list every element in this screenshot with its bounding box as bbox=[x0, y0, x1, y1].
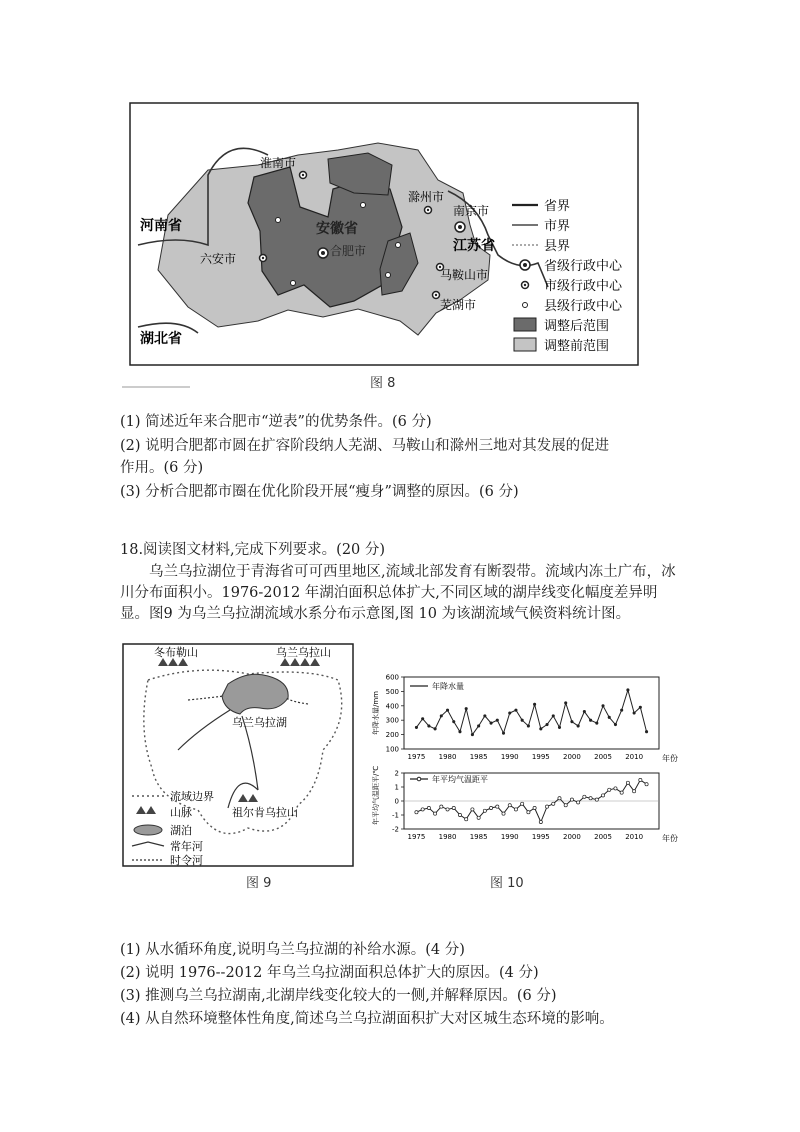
precip-point bbox=[589, 719, 591, 721]
legend-perennial-river: 常年河 bbox=[170, 840, 203, 853]
precip-ytick-label: 500 bbox=[385, 687, 399, 696]
q18-body: 乌兰乌拉湖位于青海省可可西里地区,流域北部发育有断裂带。流域内冻土广布，冰川分布面积小。1976-2012 年湖泊面积总体扩大,不同区域的湖岸线变化幅度差异明显。图9 为乌兰乌拉湖流域水系分布示意图,图 10 为该湖流域气候资料统计图。 bbox=[120, 564, 676, 622]
temp-point bbox=[527, 811, 530, 814]
temp-point bbox=[545, 805, 548, 808]
temp-point bbox=[608, 788, 611, 791]
precip-point bbox=[608, 716, 610, 718]
temp-point bbox=[583, 795, 586, 798]
legend-seasonal-river: 时令河 bbox=[170, 854, 203, 867]
precip-point bbox=[639, 706, 641, 708]
precip-xtick-label: 1995 bbox=[531, 753, 550, 761]
precip-point bbox=[533, 703, 535, 705]
temp-point bbox=[633, 790, 636, 793]
precip-point bbox=[583, 710, 585, 712]
temp-point bbox=[577, 801, 580, 804]
precip-point bbox=[471, 733, 473, 735]
precip-point bbox=[446, 709, 448, 711]
temp-point bbox=[614, 787, 617, 790]
temp-xtick-label: 1990 bbox=[500, 833, 519, 841]
legend-county-center: 县级行政中心 bbox=[544, 299, 623, 314]
precip-point bbox=[546, 723, 548, 725]
label-chuzhou: 滁州市 bbox=[408, 190, 445, 204]
precip-xtick-label: 1985 bbox=[469, 753, 488, 761]
precip-point bbox=[421, 718, 423, 720]
temp-xtick-label: 1985 bbox=[469, 833, 488, 841]
precip-point bbox=[509, 712, 511, 714]
precip-point bbox=[540, 728, 542, 730]
temp-point bbox=[552, 802, 555, 805]
precip-point bbox=[645, 731, 647, 733]
temp-point bbox=[639, 778, 642, 781]
precip-ytick-label: 200 bbox=[385, 731, 399, 740]
temp-point bbox=[458, 813, 461, 816]
precip-ylabel: 年降水量/mm bbox=[372, 691, 380, 735]
temp-point bbox=[564, 804, 567, 807]
figure-9-caption: 图 9 bbox=[246, 876, 272, 891]
precip-legend: 年降水量 bbox=[432, 682, 464, 691]
temp-xtick-label: 2010 bbox=[625, 833, 644, 841]
label-wuhu: 芜湖市 bbox=[440, 298, 477, 312]
label-henan: 河南省 bbox=[140, 218, 182, 234]
figure-9-map bbox=[118, 640, 363, 890]
temp-point bbox=[440, 805, 443, 808]
legend-city: 市界 bbox=[544, 219, 571, 234]
temp-point bbox=[626, 781, 629, 784]
temp-point bbox=[452, 806, 455, 809]
temp-ytick-label: 1 bbox=[394, 783, 399, 792]
precip-point bbox=[428, 725, 430, 727]
precip-xtick-label: 2005 bbox=[594, 753, 612, 761]
precip-point bbox=[521, 719, 523, 721]
precip-point bbox=[434, 728, 436, 730]
figure-8 bbox=[118, 95, 650, 395]
legend-before: 调整前范围 bbox=[544, 339, 610, 354]
precip-point bbox=[490, 722, 492, 724]
legend-boundary: 流域边界 bbox=[170, 790, 214, 803]
precip-point bbox=[633, 712, 635, 714]
temp-ytick-label: -2 bbox=[392, 825, 399, 834]
temp-point bbox=[489, 806, 492, 809]
precip-point bbox=[627, 689, 629, 691]
temp-point bbox=[645, 783, 648, 786]
temp-xunit: 年份 bbox=[662, 834, 678, 843]
q18-item-1: (1) 从水循环角度,说明乌兰乌拉湖的补给水源。(4 分) bbox=[120, 942, 465, 958]
precip-point bbox=[614, 723, 616, 725]
temp-point bbox=[539, 820, 542, 823]
figure-9 bbox=[118, 640, 363, 890]
temp-xtick-label: 1980 bbox=[438, 833, 457, 841]
temp-xtick-label: 1995 bbox=[531, 833, 550, 841]
precip-point bbox=[596, 722, 598, 724]
precip-point bbox=[465, 707, 467, 709]
precip-xtick-label: 2010 bbox=[625, 753, 644, 761]
q17-item-3: (3) 分析合肥都市圈在优化阶段开展“瘦身”调整的原因。(6 分) bbox=[120, 484, 519, 500]
temp-xtick-label: 1975 bbox=[407, 833, 426, 841]
temp-legend: 年平均气温距平 bbox=[432, 775, 488, 784]
precip-point bbox=[527, 725, 529, 727]
temp-point bbox=[471, 808, 474, 811]
legend-lake: 湖泊 bbox=[170, 824, 192, 837]
figure-8-caption: 图 8 bbox=[370, 376, 396, 391]
precip-ytick-label: 300 bbox=[385, 716, 399, 725]
precip-point bbox=[577, 725, 579, 727]
precip-point bbox=[496, 719, 498, 721]
precip-point bbox=[502, 732, 504, 734]
precip-point bbox=[558, 726, 560, 728]
temp-point bbox=[446, 808, 449, 811]
figure-8-map bbox=[118, 95, 650, 395]
figure-10 bbox=[370, 665, 685, 890]
precip-point bbox=[484, 715, 486, 717]
precip-point bbox=[620, 709, 622, 711]
precip-point bbox=[515, 709, 517, 711]
temp-point bbox=[595, 798, 598, 801]
precip-xtick-label: 2000 bbox=[563, 753, 581, 761]
temp-point bbox=[427, 806, 430, 809]
q17-item-2: (2) 说明合肥都市圆在扩容阶段纳人芜湖、马鞍山和滁州三地对其发展的促进 bbox=[120, 438, 610, 454]
label-anhui: 安徽省 bbox=[316, 221, 358, 237]
q18-item-2: (2) 说明 1976--2012 年乌兰乌拉湖面积总体扩大的原因。(4 分) bbox=[120, 965, 539, 981]
temp-point bbox=[570, 798, 573, 801]
temp-point bbox=[533, 806, 536, 809]
temp-point bbox=[433, 812, 436, 815]
legend-city-center: 市级行政中心 bbox=[544, 279, 623, 294]
q17-item-2-cont: 作用。(6 分) bbox=[120, 460, 204, 476]
temp-ytick-label: 0 bbox=[394, 797, 399, 806]
temp-xtick-label: 2000 bbox=[563, 833, 581, 841]
q18-item-4: (4) 从自然环境整体性角度,简述乌兰乌拉湖面积扩大对区城生态环境的影响。 bbox=[120, 1011, 614, 1027]
label-hubei: 湖北省 bbox=[140, 331, 182, 347]
legend-mountain: 山脉 bbox=[170, 806, 192, 819]
figure-10-charts bbox=[370, 665, 685, 865]
temp-point bbox=[514, 808, 517, 811]
label-jiangsu: 江苏省 bbox=[453, 238, 495, 254]
label-luan: 六安市 bbox=[200, 252, 237, 266]
legend-province: 省界 bbox=[544, 199, 571, 214]
temp-point bbox=[483, 809, 486, 812]
temp-point bbox=[415, 811, 418, 814]
temp-ylabel: 年平均气温距平/℃ bbox=[372, 765, 380, 825]
precip-xtick-label: 1980 bbox=[438, 753, 457, 761]
label-hefei: 合肥市 bbox=[330, 244, 367, 258]
temp-point bbox=[558, 797, 561, 800]
precip-point bbox=[552, 715, 554, 717]
precip-xunit: 年份 bbox=[662, 754, 678, 763]
temp-point bbox=[496, 805, 499, 808]
precip-ytick-label: 100 bbox=[385, 745, 399, 754]
label-dongbu: 冬布勒山 bbox=[154, 646, 198, 659]
temp-point bbox=[477, 816, 480, 819]
precip-ytick-label: 400 bbox=[385, 702, 399, 711]
precip-series-line bbox=[416, 690, 646, 735]
precip-point bbox=[453, 720, 455, 722]
precip-point bbox=[477, 725, 479, 727]
label-wulan-mtn: 乌兰乌拉山 bbox=[276, 646, 331, 659]
precip-xtick-label: 1990 bbox=[500, 753, 519, 761]
temp-point bbox=[601, 794, 604, 797]
temp-xtick-label: 2005 bbox=[594, 833, 612, 841]
label-maanshan: 马鞍山市 bbox=[440, 268, 489, 282]
temp-point bbox=[421, 808, 424, 811]
label-lake: 乌兰乌拉湖 bbox=[232, 716, 287, 729]
precip-point bbox=[602, 705, 604, 707]
legend-province-center: 省级行政中心 bbox=[544, 259, 623, 274]
precip-point bbox=[571, 720, 573, 722]
precip-point bbox=[565, 702, 567, 704]
q18-item-3: (3) 推测乌兰乌拉湖南,北湖岸线变化较大的一侧,并解释原因。(6 分) bbox=[120, 988, 557, 1004]
precip-point bbox=[440, 715, 442, 717]
temp-point bbox=[508, 804, 511, 807]
figure-10-caption: 图 10 bbox=[490, 876, 524, 891]
temp-point bbox=[521, 802, 524, 805]
q18-title: 18.阅读图文材料,完成下列要求。(20 分) bbox=[120, 542, 386, 558]
label-huainan: 淮南市 bbox=[260, 156, 297, 170]
temp-point bbox=[620, 791, 623, 794]
q17-item-1: (1) 简述近年来合肥市“逆表”的优势条件。(6 分) bbox=[120, 414, 432, 430]
precip-point bbox=[415, 726, 417, 728]
label-nanjing: 南京市 bbox=[453, 204, 490, 218]
label-zuer: 祖尔肯乌拉山 bbox=[232, 806, 298, 819]
temp-ytick-label: -1 bbox=[392, 811, 399, 820]
precip-point bbox=[459, 731, 461, 733]
legend-after: 调整后范围 bbox=[544, 319, 610, 334]
legend-county: 县界 bbox=[544, 239, 571, 254]
temp-ytick-label: 2 bbox=[394, 769, 399, 778]
precip-xtick-label: 1975 bbox=[407, 753, 426, 761]
temp-point bbox=[465, 818, 468, 821]
precip-ytick-label: 600 bbox=[385, 673, 399, 682]
temp-point bbox=[589, 797, 592, 800]
temp-point bbox=[502, 812, 505, 815]
